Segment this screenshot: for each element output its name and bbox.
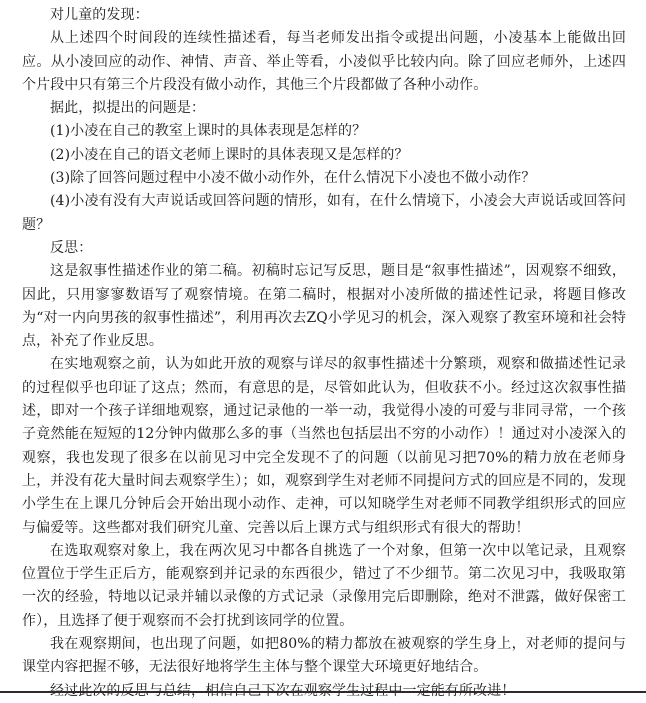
reflection-paragraph-2: 在实地观察之前，认为如此开放的观察与详尽的叙事性描述十分繁琐，观察和做描述性记录的过程似乎也印证了这点；然而，有意思的是，尽管如此认为，但收获不小。经过这次叙事性描述，即对一个孩子详细地观察，通过记录他的一举一动，我觉得小凌的可爱与非同寻常，一个孩子竟然能在短短的12分钟内做那么多的事（当然也包括层出不穷的小动作）！通过对小凌深入的观察，我也发现了很多在以前见习中完全发现不了的问题（以前见习把70%的精力放在老师身上，并没有花大量时间去观察学生）；如，观察到学生对老师不同提问方式的回应是不同的，发现小学生在上课几分钟后会开始出现小动作、走神，可以知晓学生对老师不同教学组织形式的回应与偏爱等。这些都对我们研究儿童、完善以后上课方式与组织形式有很大的帮助！ [22, 356, 626, 536]
document-page [22, 4, 626, 703]
reflection-paragraph-1: 这是叙事性描述作业的第二稿。初稿时忘记写反思，题目是“叙事性描述”，因观察不细致，因此，只用寥寥数语写了观察情境。在第二稿时，根据对小凌所做的描述性记录，将题目修改为“对一内向男孩的叙事性描述”，利用再次去ZQ小学见习的机会，深入观察了教室环境和社会特点，补充了作业反思。 [22, 263, 626, 350]
question-item-2: (2)小凌在自己的语文老师上课时的具体表现又是怎样的？ [50, 146, 409, 163]
questions-intro: 据此，拟提出的问题是： [50, 100, 206, 117]
discovery-paragraph: 从上述四个时间段的连续性描述看，每当老师发出指令或提出问题，小凌基本上能做出回应。从小凌回应的动作、神情、声音、举止等看，小凌似乎比较内向。除了回应老师外，上述四个片段中只有第三个片段没有做小动作，其他三个片段都做了各种小动作。 [22, 30, 626, 93]
question-item-3: (3)除了回答问题过程中小凌不做小动作外，在什么情况下小凌也不做小动作？ [50, 170, 536, 187]
section-heading-discovery: 对儿童的发现： [50, 7, 149, 23]
section-heading-reflection: 反思： [50, 239, 93, 256]
reflection-paragraph-4: 我在观察期间，也出现了问题，如把80%的精力都放在被观察的学生身上，对老师的提问与课堂内容把握不够，无法很好地将学生主体与整个课堂大环境更好地结合。 [22, 636, 626, 676]
question-item-4: (4)小凌有没有大声说话或回答问题的情形，如有，在什么情境下，小凌会大声说话或回答问题？ [22, 193, 626, 233]
question-item-1: (1)小凌在自己的教室上课时的具体表现是怎样的？ [50, 123, 367, 140]
reflection-paragraph-3: 在选取观察对象上，我在两次见习中都各自挑选了一个对象，但第一次中以笔记录，且观察位置位于学生正后方，能观察到并记录的东西很少，错过了不少细节。第二次见习中，我吸取第一次的经验，特地以记录并辅以录像的方式记录（录像用完后即删除，绝对不泄露，做好保密工作），且选择了便于观察而不会打扰到该同学的位置。 [22, 542, 626, 629]
bottom-rule [0, 691, 646, 693]
